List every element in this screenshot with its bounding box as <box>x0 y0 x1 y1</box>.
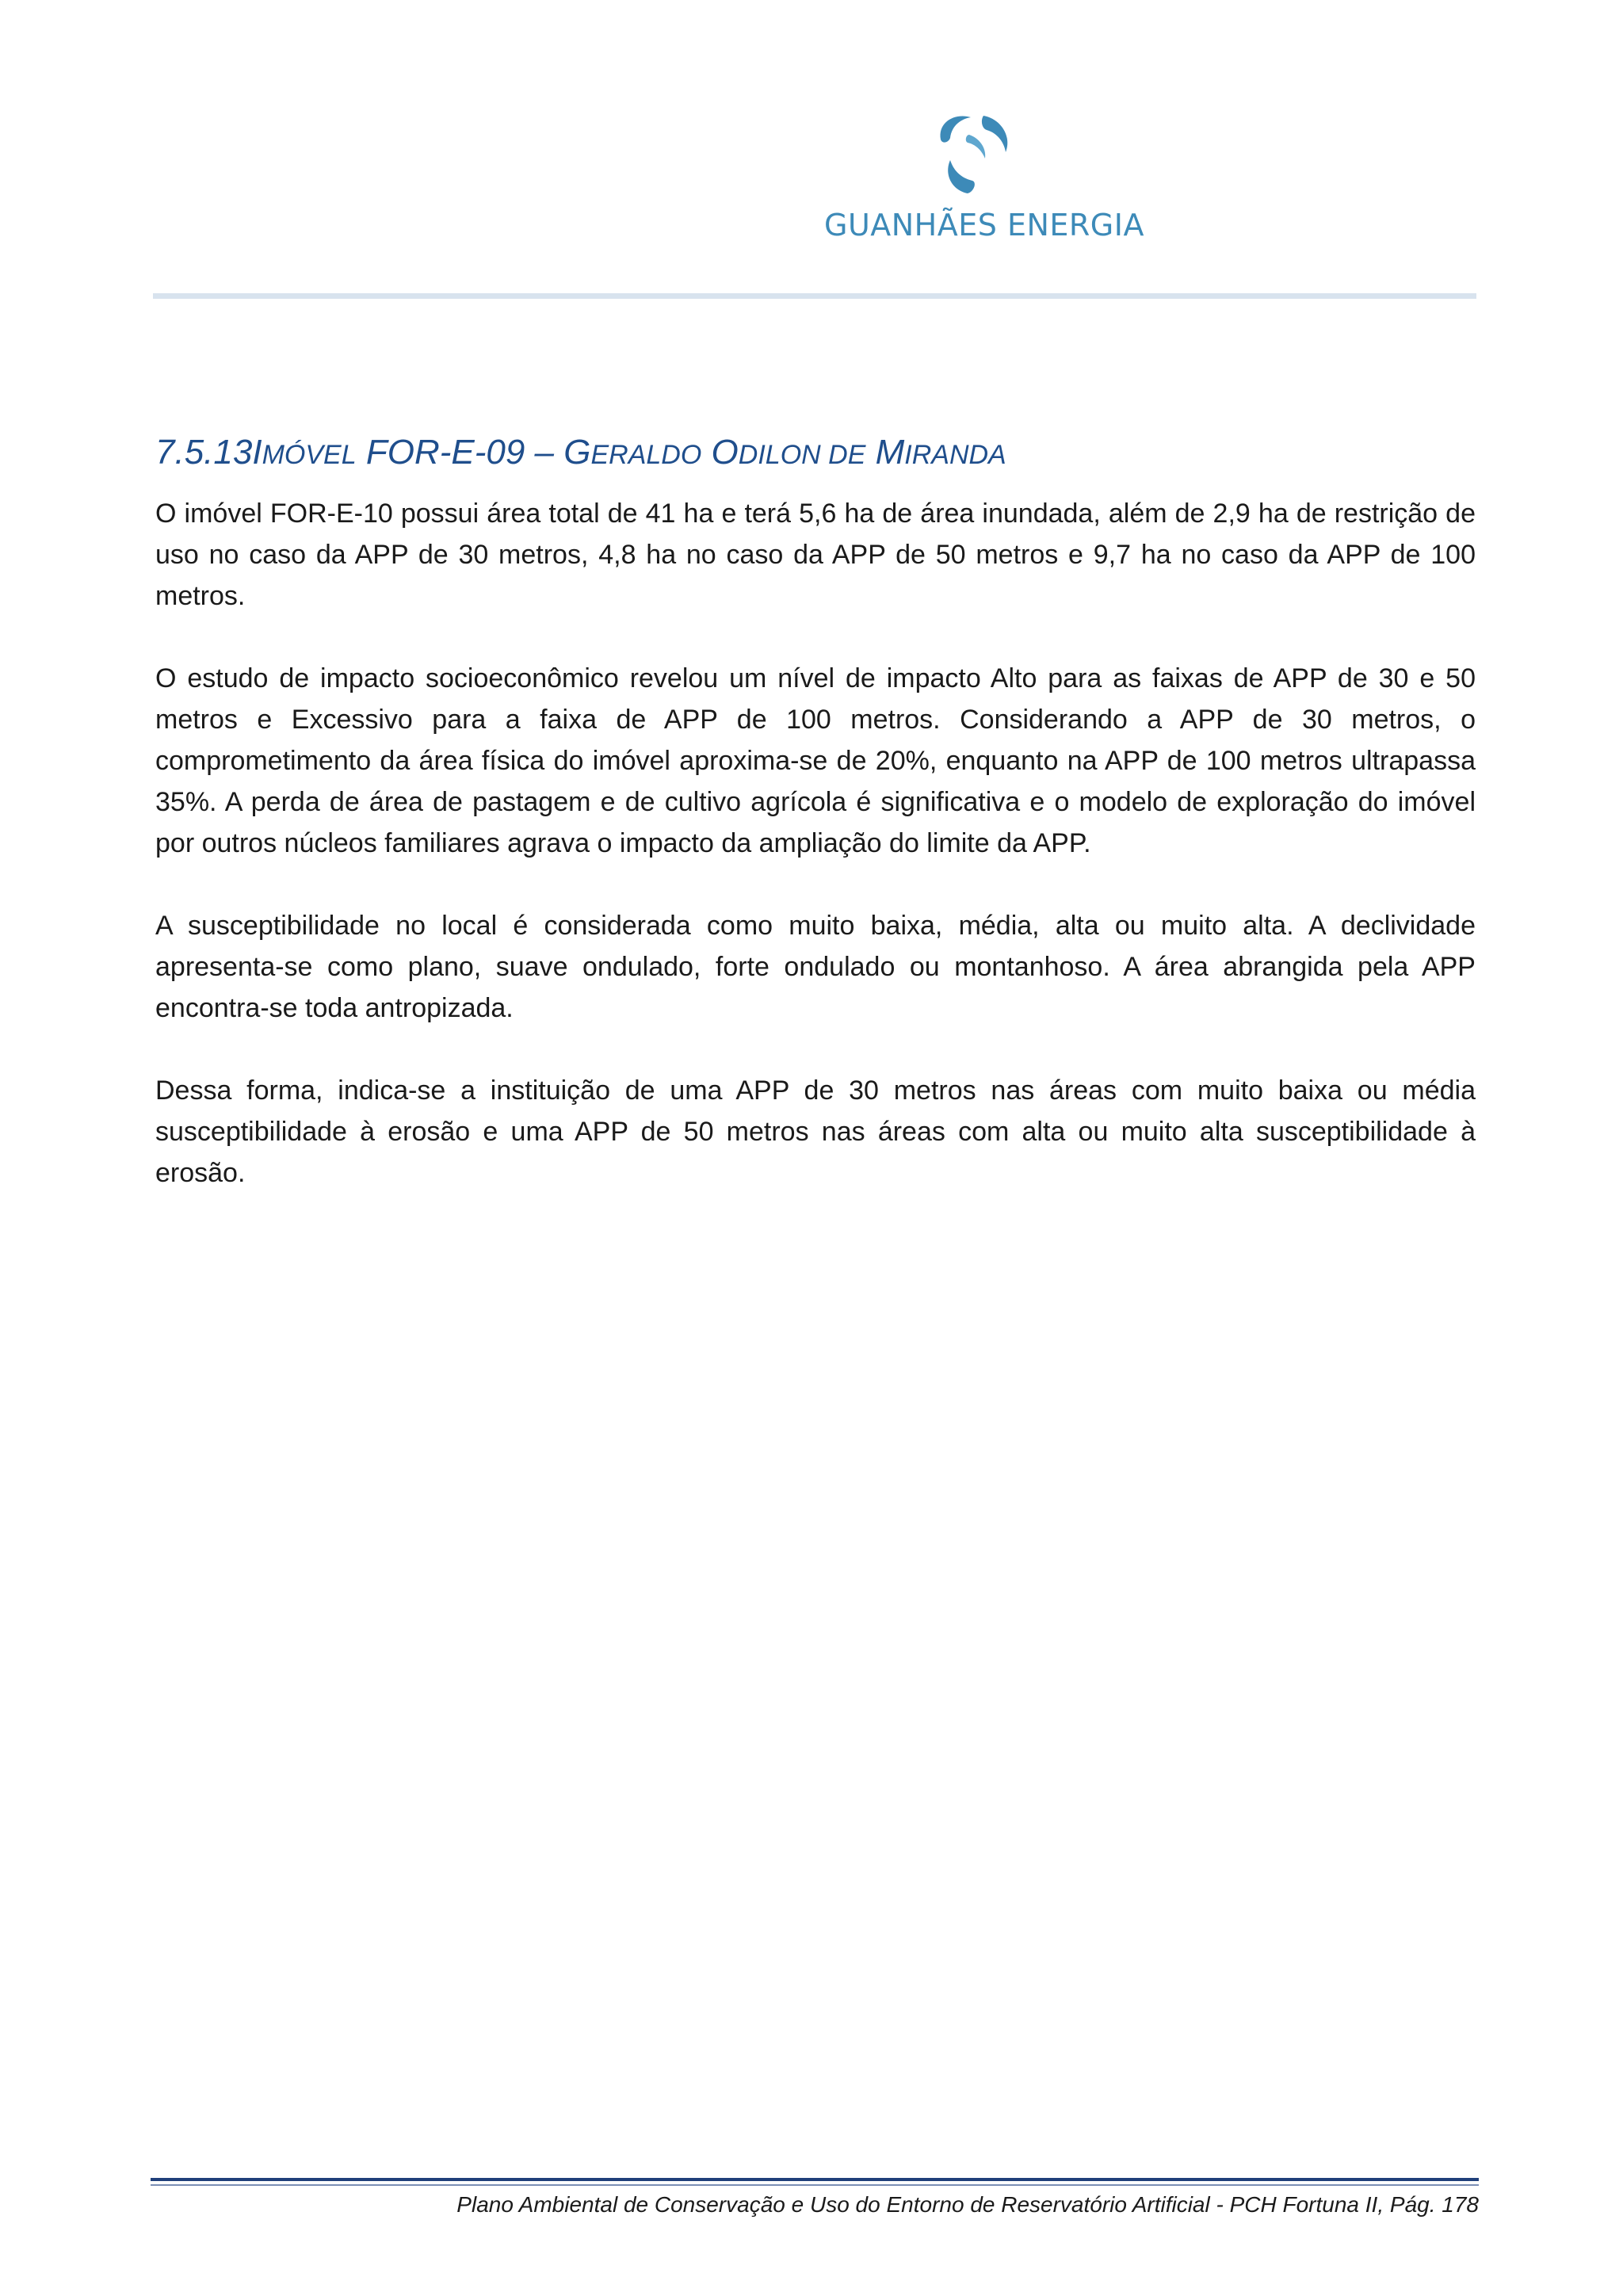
title-smallcaps: ERALDO <box>590 440 702 470</box>
paragraph-recommendation: Dessa forma, indica-se a instituição de uma APP de 30 metros nas áreas com muito baixa ou média susceptibilidade à erosão e uma APP de 50 metros nas áreas com alta ou muito alta susceptibilidade à erosão. <box>155 1075 1476 1188</box>
title-smallcaps: DILON DE <box>738 440 866 470</box>
title-space <box>701 433 711 472</box>
section-heading <box>155 433 1479 472</box>
page-footer: Plano Ambiental de Conservação e Uso do Entorno de Reservatório Artificial - PCH Fortuna II, Pág. 178 <box>456 2192 1479 2217</box>
paragraph-susceptibility: A susceptibilidade no local é considerada como muito baixa, média, alta ou muito alta. A declividade apresenta-se como plano, suave ondulado, forte ondulado ou montanhoso. A área abrangida pela APP encontra-se toda antropizada. <box>155 911 1476 1023</box>
logo-wordmark: GUANHÃES ENERGIA <box>824 208 1144 243</box>
paragraph-impact: O estudo de impacto socioeconômico revelou um nível de impacto Alto para as faixas de APP de 30 e 50 metros e Excessivo para a faixa de APP de 100 metros. Considerando a APP de 30 metros, o comprometimento da área física do imóvel aproxima-se de 20%, enquanto na APP de 100 metros ultrapassa 35%. A perda de área de pastagem e de cultivo agrícola é significativa e o modelo de exploração do imóvel por outros núcleos familiares agrava o impacto da ampliação do limite da APP. <box>155 663 1476 858</box>
paragraph-area: O imóvel FOR-E-10 possui área total de 41 ha e terá 5,6 ha de área inundada, além de 2,9 ha de restrição de uso no caso da APP de 30 metros, 4,8 ha no caso da APP de 50 metros e 9,7 ha no caso da APP de 100 metros. <box>155 499 1476 611</box>
title-smallcaps: IRANDA <box>904 440 1006 470</box>
section-number: 7.5.13 <box>155 433 253 472</box>
logo-swirl-icon <box>923 111 1018 198</box>
body-content <box>155 493 1476 1235</box>
title-space <box>865 433 875 472</box>
header-divider <box>153 293 1476 299</box>
footer-divider-thin <box>151 2184 1479 2186</box>
title-initial: M <box>875 433 905 472</box>
title-initial: O <box>711 433 739 472</box>
footer-divider <box>151 2178 1479 2181</box>
title-code: FOR-E-09 – <box>356 433 564 472</box>
company-logo <box>824 111 1144 246</box>
title-initial: I <box>252 433 262 472</box>
title-initial: G <box>563 433 591 472</box>
title-smallcaps: MÓVEL <box>262 440 357 470</box>
